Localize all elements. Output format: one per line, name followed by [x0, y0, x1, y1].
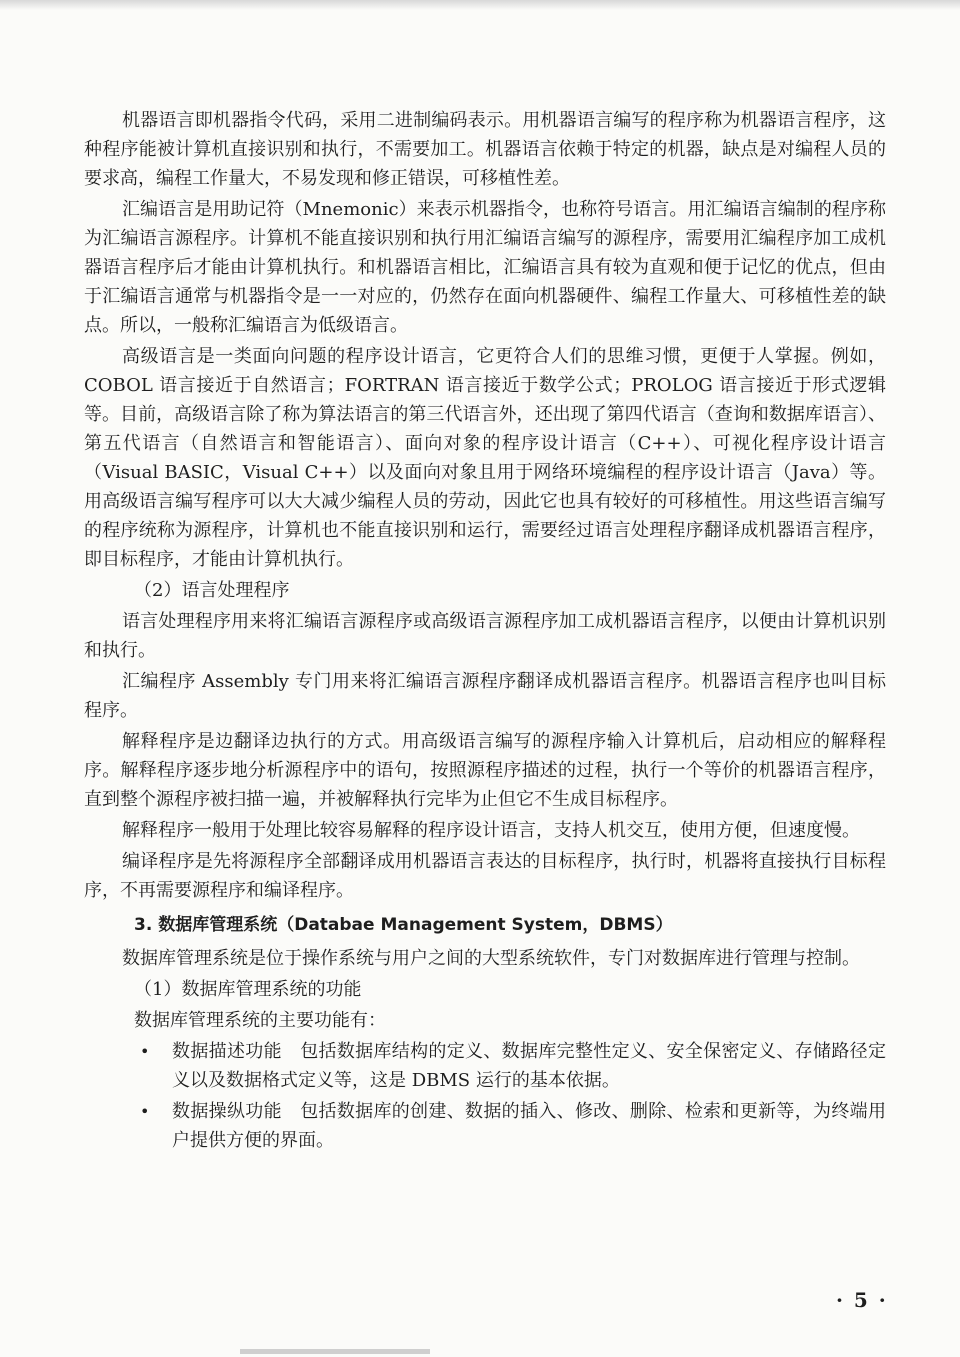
list-item [136, 1097, 886, 1155]
page-number: · 5 · [836, 1288, 888, 1312]
list-item [136, 1037, 886, 1095]
list-item-text: 数据描述功能 包括数据库结构的定义、数据库完整性定义、安全保密定义、存储路径定义以及数据格式定义等，这是 DBMS 运行的基本依据。 [172, 1041, 886, 1091]
paragraph-assembly-language: 汇编语言是用助记符（Mnemonic）来表示机器指令，也称符号语言。用汇编语言编制的程序称为汇编语言源程序。计算机不能直接识别和执行用汇编语言编写的源程序，需要用汇编程序加工成机器语言程序后才能由计算机执行。和机器语言相比，汇编语言具有较为直观和便于记忆的优点，但由于汇编语言通常与机器指令是一一对应的，仍然存在面向机器硬件、编程工作量大、可移植性差的缺点。所以，一般称汇编语言为低级语言。 [84, 199, 886, 336]
scan-top-edge [0, 0, 960, 10]
paragraph-dbms: 数据库管理系统是位于操作系统与用户之间的大型系统软件，专门对数据库进行管理与控制。 [122, 948, 860, 969]
section-heading-dbms: 3. 数据库管理系统（Databae Management System，DBMS） [134, 915, 673, 935]
paragraph-interpreter: 解释程序是边翻译边执行的方式。用高级语言编写的源程序输入计算机后，启动相应的解释程序。解释程序逐步地分析源程序中的语句，按照源程序描述的过程，执行一个等价的机器语言程序，直到整个源程序被扫描一遍，并被解释执行完毕为止但它不生成目标程序。 [84, 731, 886, 810]
subheading-dbms-functions: （1）数据库管理系统的功能 [134, 979, 362, 1000]
bullet-icon: • [140, 1102, 150, 1121]
paragraph-language-processor: 语言处理程序用来将汇编语言源程序或高级语言源程序加工成机器语言程序，以便由计算机识别和执行。 [84, 611, 886, 661]
functions-intro: 数据库管理系统的主要功能有： [134, 1010, 386, 1031]
page-body [84, 106, 886, 1157]
paragraph-compiler: 编译程序是先将源程序全部翻译成用机器语言表达的目标程序，执行时，机器将直接执行目标程序，不再需要源程序和编译程序。 [84, 851, 886, 901]
paragraph-high-level-language: 高级语言是一类面向问题的程序设计语言，它更符合人们的思维习惯，更便于人掌握。例如，COBOL 语言接近于自然语言；FORTRAN 语言接近于数学公式；PROLOG 语言接近于形式逻辑等。目前，高级语言除了称为算法语言的第三代语言外，还出现了第四代语言（查询和数据库语言）、第五代语言（自然语言和智能语言）、面向对象的程序设计语言（C++）、可视化程序设计语言（Visual BASIC，Visual C++）以及面向对象且用于网络环境编程的程序设计语言（Java）等。用高级语言编写程序可以大大减少编程人员的劳动，因此它也具有较好的可移植性。用这些语言编写的程序统称为源程序，计算机也不能直接识别和运行，需要经过语言处理程序翻译成机器语言程序，即目标程序，才能由计算机执行。 [84, 346, 886, 570]
bullet-icon: • [140, 1042, 150, 1061]
paragraph-machine-language: 机器语言即机器指令代码，采用二进制编码表示。用机器语言编写的程序称为机器语言程序，这种程序能被计算机直接识别和执行，不需要加工。机器语言依赖于特定的机器，缺点是对编程人员的要求高，编程工作量大，不易发现和修正错误，可移植性差。 [84, 110, 886, 189]
paragraph-interpreter-usage: 解释程序一般用于处理比较容易解释的程序设计语言，支持人机交互，使用方便，但速度慢。 [122, 820, 860, 841]
scan-bottom-edge [240, 1349, 430, 1354]
dbms-function-list [84, 1037, 886, 1155]
paragraph-assembler: 汇编程序 Assembly 专门用来将汇编语言源程序翻译成机器语言程序。机器语言程序也叫目标程序。 [84, 671, 886, 721]
subheading-language-processing: （2）语言处理程序 [134, 580, 290, 601]
list-item-text: 数据操纵功能 包括数据库的创建、数据的插入、修改、删除、检索和更新等，为终端用户提供方便的界面。 [172, 1101, 886, 1151]
